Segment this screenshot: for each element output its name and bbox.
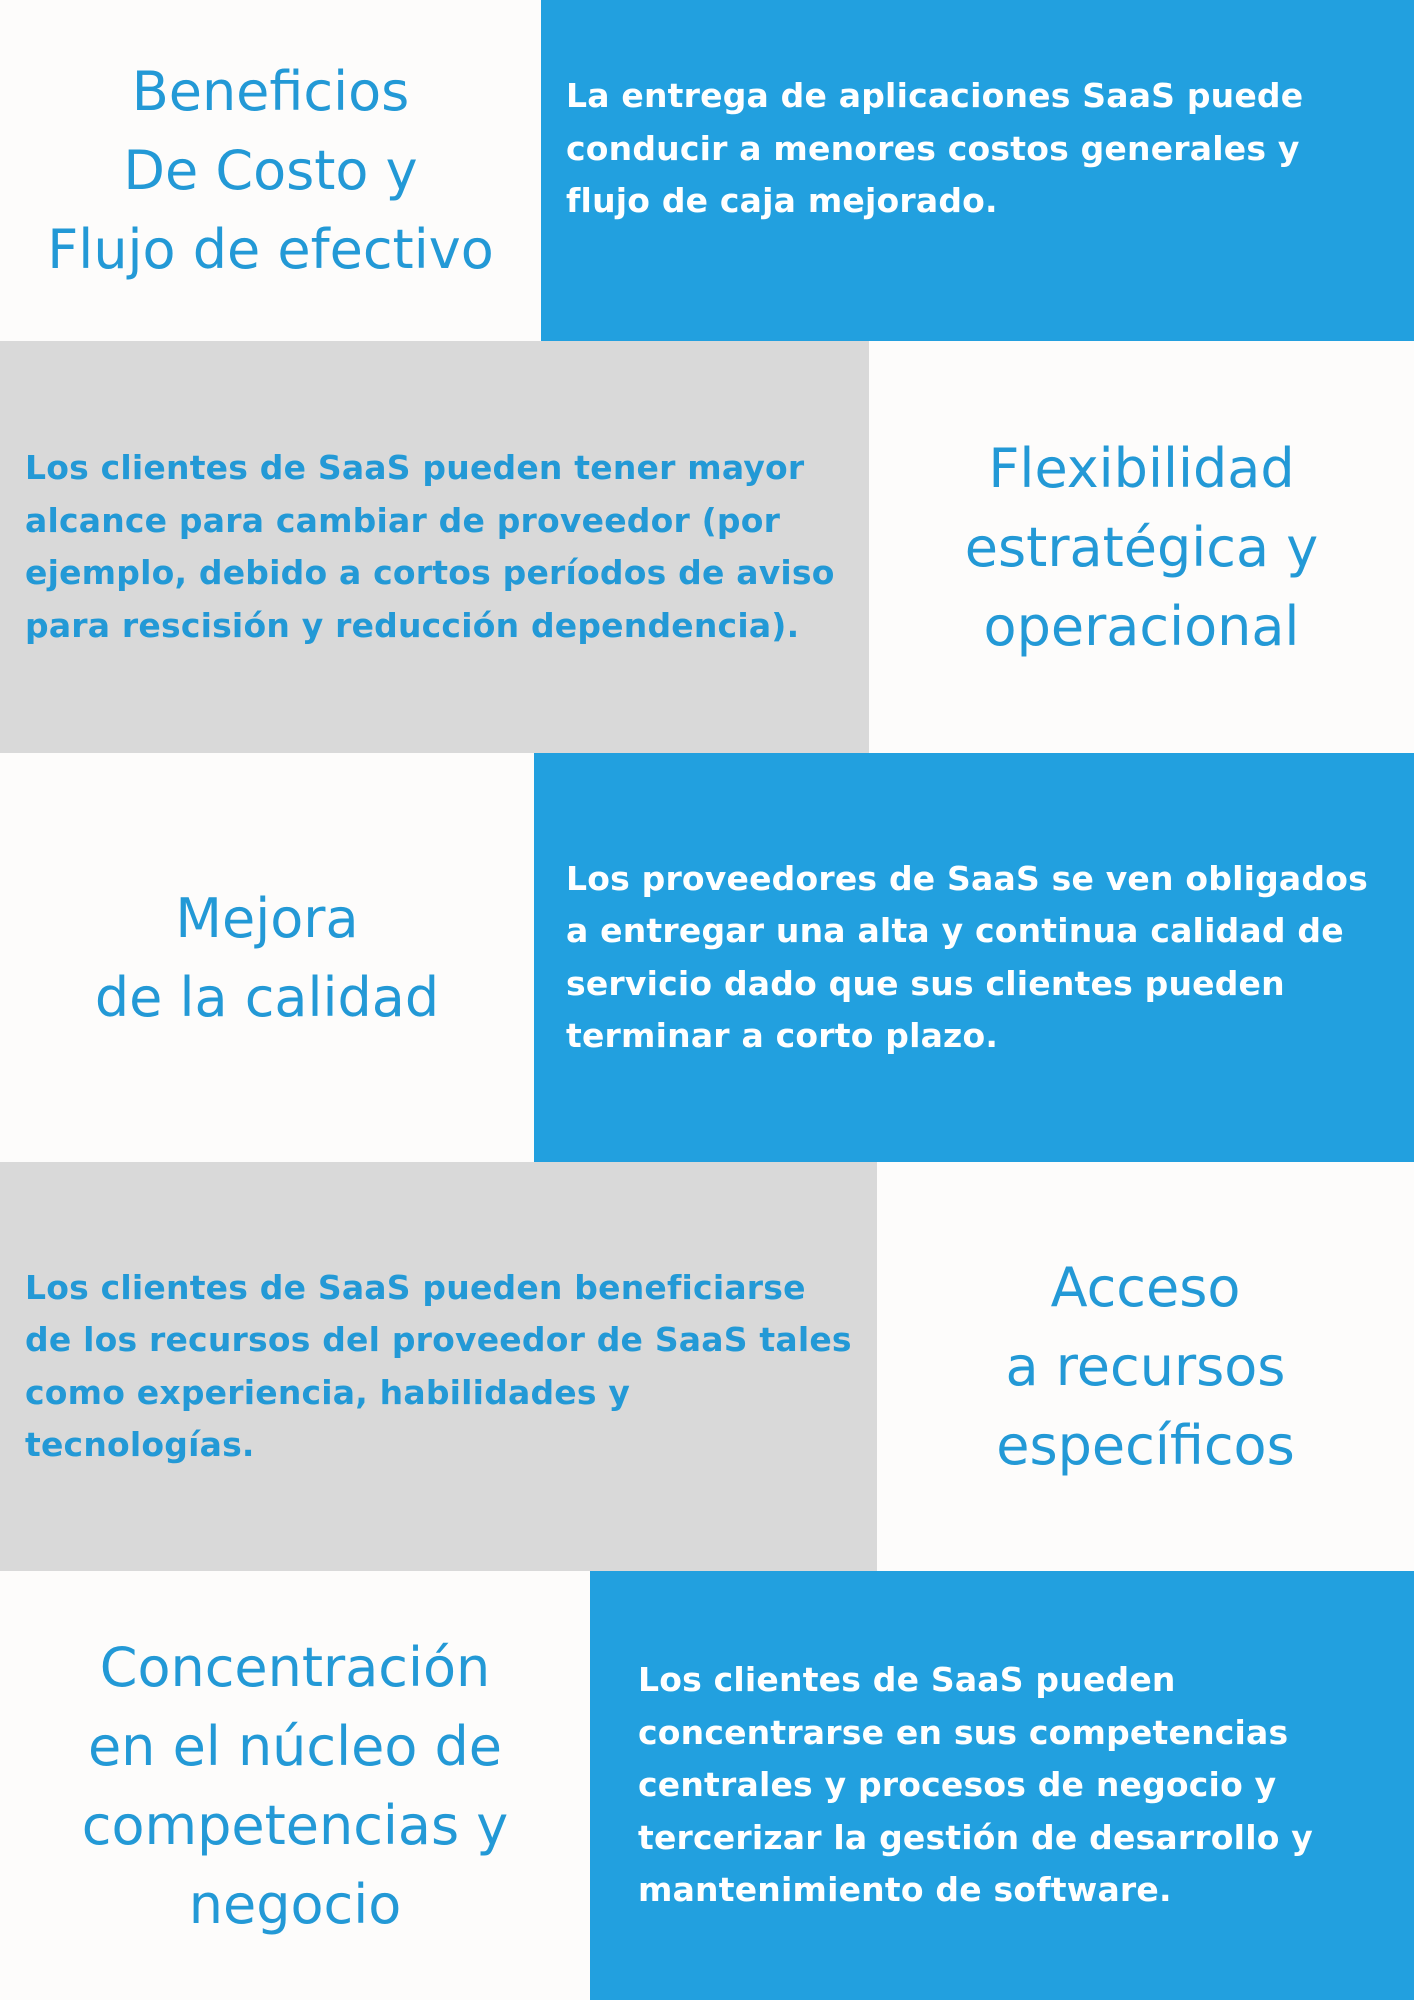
section-4-description-panel xyxy=(0,1162,877,1571)
section-1-description-panel xyxy=(541,0,1414,341)
section-2-description-panel xyxy=(0,341,869,753)
section-1-description: La entrega de aplicaciones SaaS puede conducir a menores costos generales y flujo de caja mejorado. xyxy=(566,76,1304,220)
section-5-description: Los clientes de SaaS pueden concentrarse en sus competencias centrales y procesos de negocio y tercerizar la gestión de desarrollo y mantenimiento de software. xyxy=(638,1660,1313,1910)
section-2-title-panel xyxy=(869,341,1414,753)
section-1-title: Beneficios De Costo y Flujo de efectivo xyxy=(47,60,494,281)
section-4-description: Los clientes de SaaS pueden beneficiarse de los recursos del proveedor de SaaS tales como experiencia, habilidades y tecnologías. xyxy=(25,1267,852,1464)
section-3-description: Los proveedores de SaaS se ven obligados a entregar una alta y continua calidad de servicio dado que sus clientes pueden terminar a corto plazo. xyxy=(566,858,1368,1055)
section-5-description-panel xyxy=(590,1571,1414,2000)
section-4-title-panel xyxy=(877,1162,1414,1571)
section-2-title: Flexibilidad estratégica y operacional xyxy=(964,436,1319,658)
section-3-title-panel xyxy=(0,753,534,1162)
section-3-title: Mejora de la calidad xyxy=(94,886,440,1029)
section-3-description-panel xyxy=(534,753,1414,1162)
section-4-title: Acceso a recursos específicos xyxy=(996,1256,1295,1477)
section-5-title-panel xyxy=(0,1571,590,2000)
section-1-title-panel xyxy=(0,0,541,341)
section-5-title: Concentración en el núcleo de competencias y negocio xyxy=(81,1635,509,1936)
section-2-description: Los clientes de SaaS pueden tener mayor alcance para cambiar de proveedor (por ejemplo, debido a cortos períodos de aviso para rescisión y reducción dependencia). xyxy=(25,448,835,645)
